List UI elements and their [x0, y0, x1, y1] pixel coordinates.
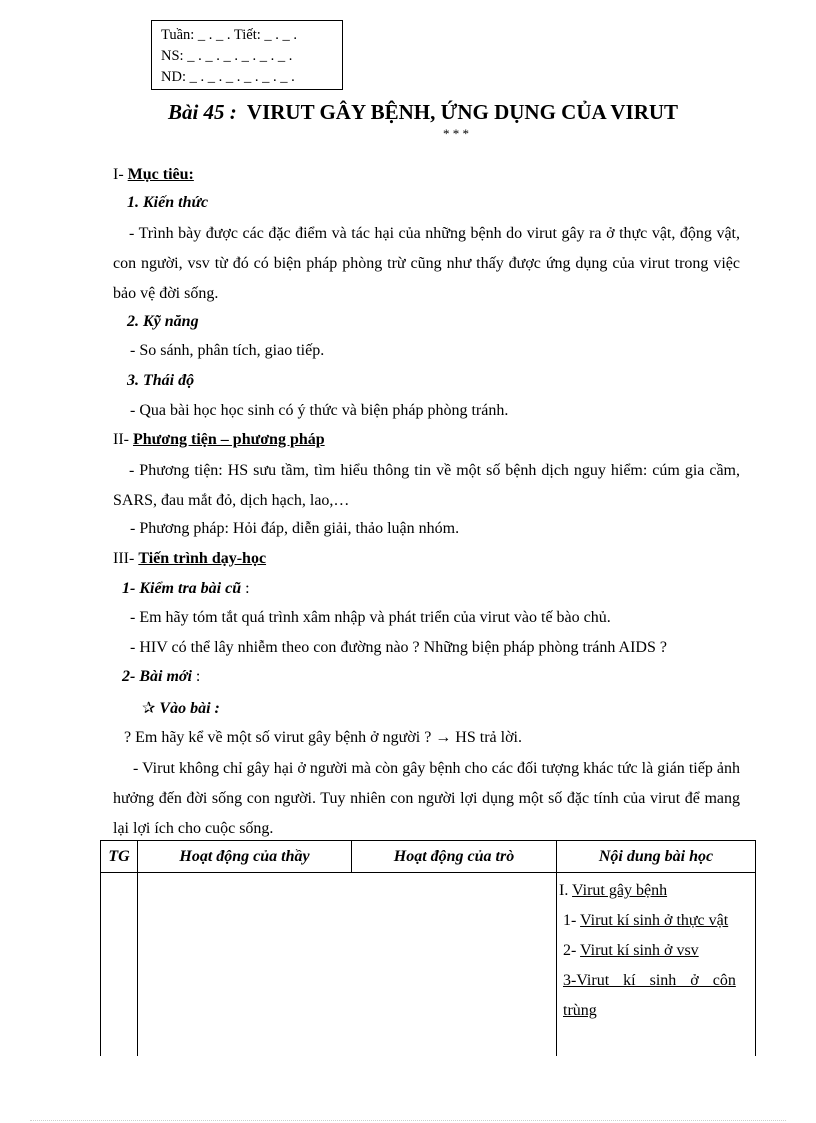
content-cell — [557, 873, 756, 1056]
lesson-title: VIRUT GÂY BỆNH, ỨNG DỤNG CỦA VIRUT — [246, 100, 679, 124]
section-prefix: II- — [113, 431, 129, 448]
lesson-info-box — [151, 20, 343, 90]
table-row — [101, 873, 756, 1056]
check-heading: 1- Kiểm tra bài cũ — [122, 580, 242, 597]
lesson-number: Bài 45 : — [167, 100, 237, 124]
old-lesson-check — [122, 580, 250, 598]
content-item: Virut kí sinh ở vsv — [580, 942, 699, 959]
content-item: Virut kí sinh ở thực vật — [580, 912, 729, 929]
section-prefix: III- — [113, 550, 135, 567]
attitude-text: - Qua bài học học sinh có ý thức và biện pháp phòng tránh. — [130, 402, 509, 419]
method-text: - Phương pháp: Hỏi đáp, diễn giải, thảo luận nhóm. — [130, 520, 460, 537]
new-lesson-heading: 2- Bài mới — [122, 668, 192, 685]
intro-paragraph: - Virut không chỉ gây hại ở người mà còn gây bệnh cho các đối tượng khác tức là gián tiếp ảnh hưởng đến đời sống con người. Tuy nhiên con người lợi dụng một số đặc tính của virut để mang lại lợi ích cho cuộc sống. — [113, 760, 740, 837]
section-heading: Mục tiêu: — [127, 166, 194, 183]
content-prefix: 1- — [563, 912, 581, 929]
ns-date-line: NS: _ . _ . _ . _ . _ . _ . — [161, 48, 293, 64]
header-student-activity: Hoạt động của trò — [352, 841, 557, 873]
check-suffix: : — [241, 580, 250, 597]
content-item: trùng — [563, 1002, 597, 1019]
content-prefix: I. — [559, 882, 573, 899]
check-question-2: - HIV có thể lây nhiễm theo con đường nào ? Những biện pháp phòng tránh AIDS ? — [130, 639, 667, 656]
nd-date-line: ND: _ . _ . _ . _ . _ . _ . — [161, 69, 295, 85]
knowledge-text: - Trình bày được các đặc điểm và tác hại của những bệnh do virut gây ra ở thực vật, động vật, con người, vsv từ đó có biện pháp phòng trừ cũng như thấy được ứng dụng của virut trong việc bảo vệ đời sống. — [113, 225, 740, 302]
new-lesson-suffix: : — [191, 668, 201, 685]
header-teacher-activity: Hoạt động của thầy — [138, 841, 352, 873]
activity-cell — [138, 873, 557, 1056]
lesson-plan-table — [100, 840, 756, 1056]
page-edge-divider — [30, 1120, 786, 1121]
page-title — [0, 100, 816, 125]
skills-heading: 2. Kỹ năng — [127, 313, 199, 330]
intro-label: Vào bài : — [159, 700, 220, 717]
header-lesson-content: Nội dung bài học — [557, 841, 756, 873]
week-period-line: Tuần: _ . _ . Tiết: _ . _ . — [161, 27, 298, 43]
means-text: - Phương tiện: HS sưu tầm, tìm hiểu thông tin về một số bệnh dịch nguy hiểm: cúm gia cầm, SARS, đau mắt đỏ, dịch hạch, lao,… — [113, 462, 740, 509]
content-prefix: 2- — [563, 942, 581, 959]
check-question-1: - Em hãy tóm tắt quá trình xâm nhập và phát triển của virut vào tế bào chủ. — [130, 609, 611, 626]
star-icon: ✰ — [142, 700, 156, 717]
section-objectives — [113, 166, 194, 184]
title-stars: * * * — [443, 126, 469, 141]
section-heading: Tiến trình dạy-học — [138, 550, 267, 567]
attitude-heading: 3. Thái độ — [127, 372, 195, 389]
intro-line — [142, 698, 220, 718]
section-prefix: I- — [113, 166, 124, 183]
section-means-methods — [113, 431, 325, 449]
table-header-row — [101, 841, 756, 873]
section-teaching-process — [113, 550, 266, 568]
new-lesson — [122, 668, 200, 686]
content-heading: Virut gây bệnh — [572, 882, 668, 899]
intro-question: ? Em hãy kể về một số virut gây bệnh ở người ? → HS trả lời. — [124, 729, 522, 746]
skills-text: - So sánh, phân tích, giao tiếp. — [130, 342, 325, 359]
section-heading: Phương tiện – phương pháp — [132, 431, 325, 448]
header-time: TG — [101, 841, 138, 873]
knowledge-heading: 1. Kiến thức — [127, 194, 209, 211]
content-item: 3-Virut kí sinh ở côn — [563, 972, 736, 989]
time-cell — [101, 873, 138, 1056]
